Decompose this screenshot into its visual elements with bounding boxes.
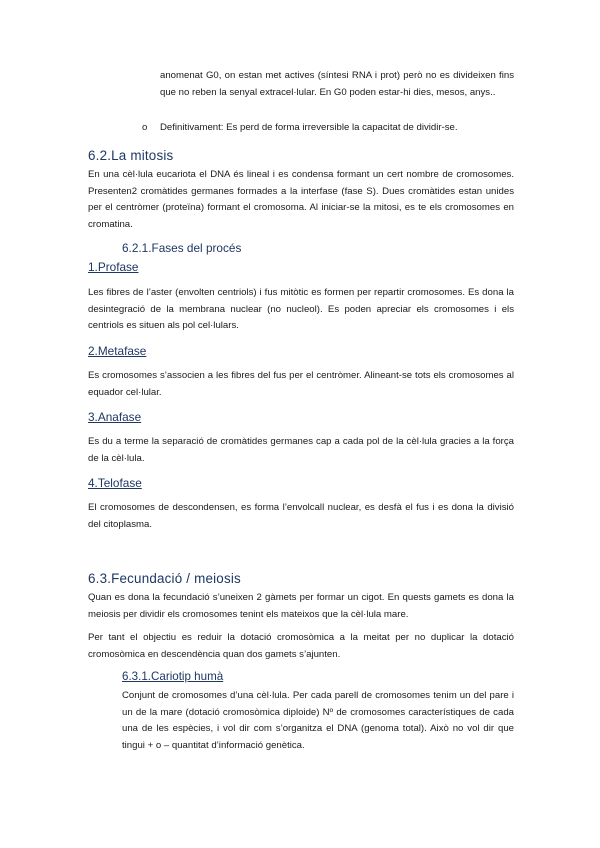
heading-profase: 1.Profase bbox=[88, 260, 139, 274]
profase-paragraph: Les fibres de l’aster (envolten centriols) i fus mitòtic es formen per repartir cromosomes. Es dona la desintegració de la membrana nuclear (no nucleol). Es poden apreciar els cromosomes i els centriols es situen als pol cel·lulars. bbox=[88, 287, 514, 332]
fecundacio-paragraph-1: Quan es dona la fecundació s’uneixen 2 gàmets per formar un cigot. En quests gamets es dona la meiosis per dividir els cromosomes tenint els mateixos que la cèl·lula mare. bbox=[88, 592, 514, 620]
metafase-paragraph: Es cromosomes s’associen a les fibres del fus per el centròmer. Alineant-se tots els cromosomes al equador cel·lular. bbox=[88, 370, 514, 398]
anafase-paragraph: Es du a terme la separació de cromàtides germanes cap a cada pol de la cèl·lula gracies a la força de la cèl·lula. bbox=[88, 436, 514, 464]
continuation-paragraph: anomenat G0, on estan met actives (síntesi RNA i prot) però no es divideixen fins que no reben la senyal extracel·lular. En G0 poden estar-hi dies, mesos, anys.. bbox=[160, 70, 514, 98]
heading-anafase: 3.Anafase bbox=[88, 410, 142, 424]
heading-metafase: 2.Metafase bbox=[88, 344, 147, 358]
section-heading-mitosis: 6.2.La mitosis bbox=[88, 148, 174, 163]
bullet-marker: o bbox=[142, 122, 148, 133]
cariotip-paragraph: Conjunt de cromosomes d’una cèl·lula. Per cada parell de cromosomes tenim un del pare i un de la mare (dotació cromosòmica diploide) Nº de cromosomes característiques de cada una de les espècies, i vol dir com s’organitza el DNA (genoma total). Això no vol dir que tingui + o – quantitat d’informació genètica. bbox=[122, 690, 514, 751]
section-heading-fecundacio: 6.3.Fecundació / meiosis bbox=[88, 571, 241, 586]
heading-telofase: 4.Telofase bbox=[88, 476, 142, 490]
subsection-heading-cariotip: 6.3.1.Cariotip humà bbox=[122, 670, 224, 683]
mitosis-intro-paragraph: En una cèl·lula eucariota el DNA és lineal i es condensa formant un cert nombre de cromosomes. Presenten2 cromàtides germanes formades a la interfase (fase S). Dues cromàtides estan unides per el centròmer (proteïna) formant el cromosoma. Al iniciar-se la mitosi, es te els cromosomes en cromatina. bbox=[88, 169, 514, 230]
bullet-text: Definitivament: Es perd de forma irreversible la capacitat de dividir-se. bbox=[160, 122, 458, 133]
telofase-paragraph: El cromosomes de descondensen, es forma l’envolcall nuclear, es desfà el fus i es dona la divisió del citoplasma. bbox=[88, 502, 514, 530]
subsection-heading-fases: 6.2.1.Fases del procés bbox=[122, 241, 242, 255]
fecundacio-paragraph-2: Per tant el objectiu es reduir la dotació cromosòmica a la meitat per no duplicar la dotació cromosòmica en descendència quan dos gamets s’ajunten. bbox=[88, 632, 514, 660]
